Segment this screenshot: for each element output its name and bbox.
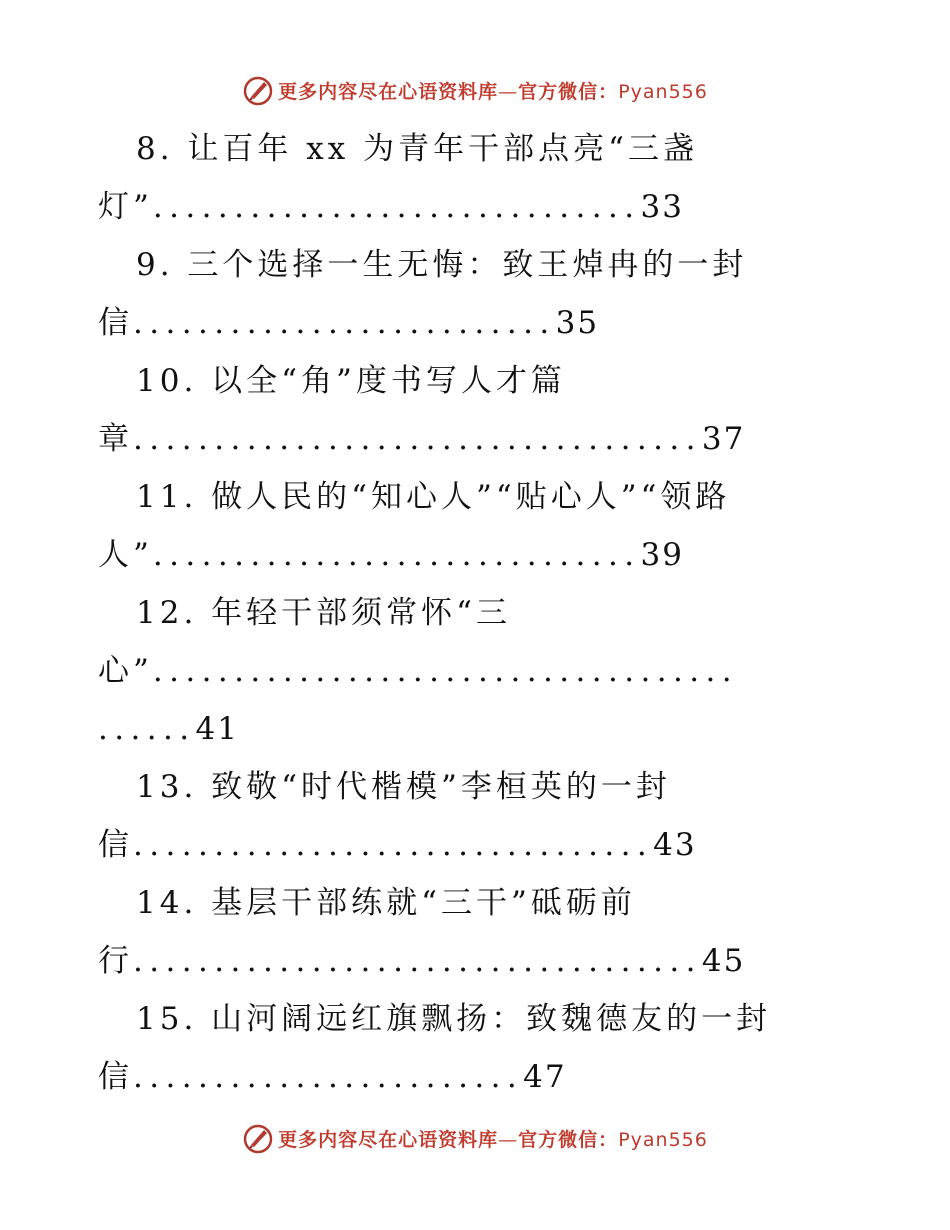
toc-entry-title: 8. 让百年 xx 为青年干部点亮“三盏 — [136, 131, 698, 167]
page-number: 41 — [195, 711, 239, 747]
header-banner — [0, 70, 950, 110]
toc-entry-title: 11. 做人民的“知心人”“贴心人”“领路 — [136, 479, 731, 515]
page-number: 45 — [701, 943, 746, 979]
pen-logo-icon — [242, 74, 274, 106]
toc-entry-leader: 行...................................45 — [98, 943, 746, 979]
page-number: 37 — [701, 421, 746, 457]
page-number: 47 — [523, 1059, 567, 1095]
table-of-contents — [98, 120, 858, 1106]
toc-entry-leader: 章...................................37 — [98, 421, 746, 457]
page-number: 39 — [640, 537, 684, 573]
toc-entry-leader: 信........................47 — [98, 1059, 567, 1095]
footer-banner — [0, 1118, 950, 1158]
toc-entry-title: 10. 以全“角”度书写人才篇 — [136, 363, 566, 399]
toc-entry-title: 12. 年轻干部须常怀“三 — [136, 595, 512, 631]
page-number: 43 — [653, 827, 697, 863]
toc-entry-leader: 人”..............................39 — [98, 537, 684, 573]
pen-logo-icon — [242, 1122, 274, 1154]
footer-text: 更多内容尽在心语资料库—官方微信：Pyan556 — [278, 1128, 708, 1151]
toc-entry-leader: 信..........................35 — [98, 305, 600, 341]
toc-entry-leader: 灯”..............................33 — [98, 189, 684, 225]
toc-entry-title: 13. 致敬“时代楷模”李桓英的一封 — [136, 769, 671, 805]
toc-entry-title: 9. 三个选择一生无悔：致王焯冉的一封 — [136, 247, 748, 283]
toc-entry-leader: 心”.................................... — [98, 653, 739, 689]
toc-entry-title: 15. 山河阔远红旗飘扬：致魏德友的一封 — [136, 1001, 772, 1037]
page-number: 35 — [555, 305, 600, 341]
toc-entry-title: 14. 基层干部练就“三干”砥砺前 — [136, 885, 636, 921]
toc-entry-leader: 信................................43 — [98, 827, 697, 863]
toc-entry-leader-continued: ......41 — [98, 711, 239, 747]
page-number: 33 — [640, 189, 684, 225]
header-text: 更多内容尽在心语资料库—官方微信：Pyan556 — [278, 80, 708, 103]
